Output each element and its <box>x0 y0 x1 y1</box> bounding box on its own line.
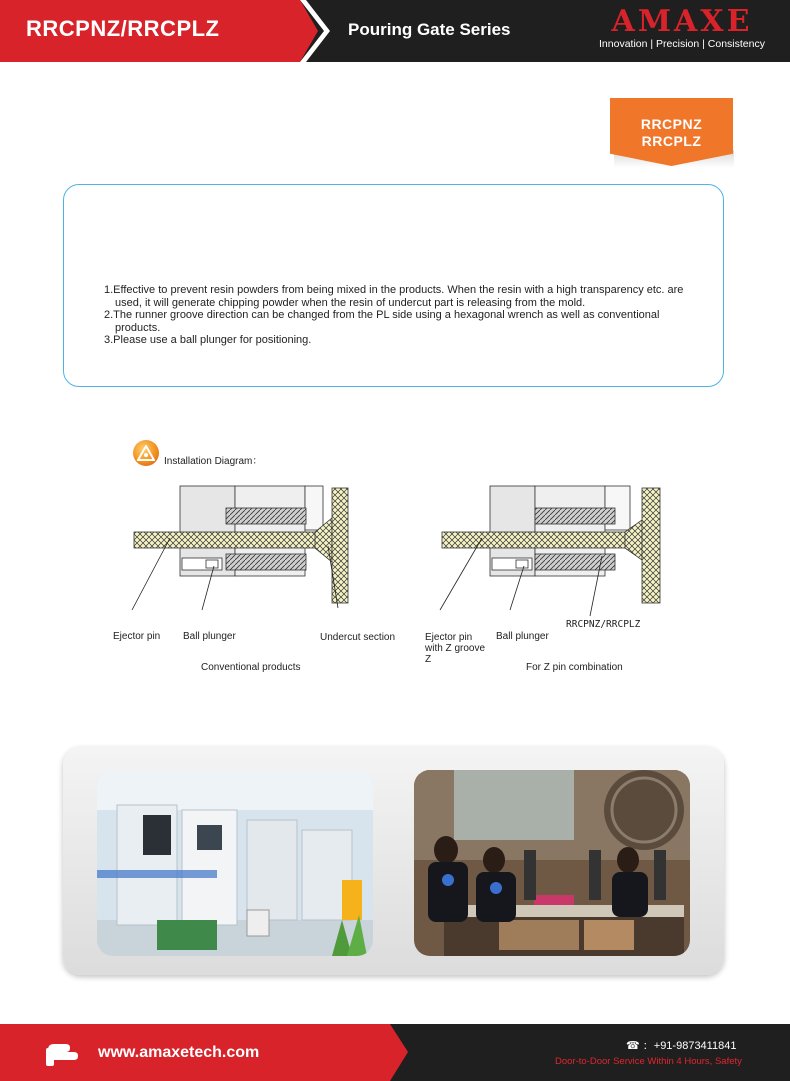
product-tab-label <box>610 116 733 150</box>
logo-name: AMAXE <box>611 4 753 39</box>
page-title: RRCPNZ/RRCPLZ <box>26 16 220 41</box>
installation-diagram <box>110 480 670 620</box>
diagram-badge-icon <box>133 440 159 466</box>
label-part-number: RRCPNZ/RRCPLZ <box>566 619 641 630</box>
phone-number <box>626 1037 736 1053</box>
phone-icon: ☎ <box>626 1040 640 1052</box>
phone-number-text: ：+91-9873411841 <box>642 1040 737 1052</box>
diagram-title: Installation Diagram： <box>164 456 263 467</box>
factory-machines-photo <box>97 770 373 956</box>
label-undercut-section: Undercut section <box>320 632 396 643</box>
z-pin-diagram <box>440 486 660 616</box>
brand-logo <box>587 6 777 50</box>
feature-item: 3.Please use a ball plunger for positioning. <box>104 334 312 346</box>
label-ejector-pin-left: Ejector pin <box>113 631 161 642</box>
tab-line-2: RRCPLZ <box>641 133 702 149</box>
conventional-diagram <box>132 486 348 610</box>
logo-tagline: Innovation | Precision | Consistency <box>599 38 765 50</box>
label-ball-plunger-right: Ball plunger <box>496 631 549 642</box>
service-note: Door-to-Door Service Within 4 Hours, Safety <box>555 1056 742 1067</box>
workshop-photo <box>414 770 690 956</box>
feature-item: 1.Effective to prevent resin powders from being mixed in the products. When the resin with a high transparency etc. are used, it will generate chipping powder when the resin of undercut part is releasing from the mold. <box>104 284 684 309</box>
website-link[interactable]: www.amaxetech.com <box>98 1044 260 1061</box>
caption-z-pin: For Z pin combination <box>526 662 623 673</box>
pointer-hand-icon <box>44 1036 86 1068</box>
label-ejector-pin-right: Ejector pin with Z groove Z <box>425 632 486 665</box>
series-title: Pouring Gate Series <box>348 20 511 39</box>
label-ball-plunger-left: Ball plunger <box>183 631 236 642</box>
caption-conventional: Conventional products <box>201 662 301 673</box>
tab-line-1: RRCPNZ <box>640 116 703 132</box>
feature-list <box>104 284 704 347</box>
feature-item: 2.The runner groove direction can be changed from the PL side using a hexagonal wrench as well as conventional products. <box>104 309 660 334</box>
